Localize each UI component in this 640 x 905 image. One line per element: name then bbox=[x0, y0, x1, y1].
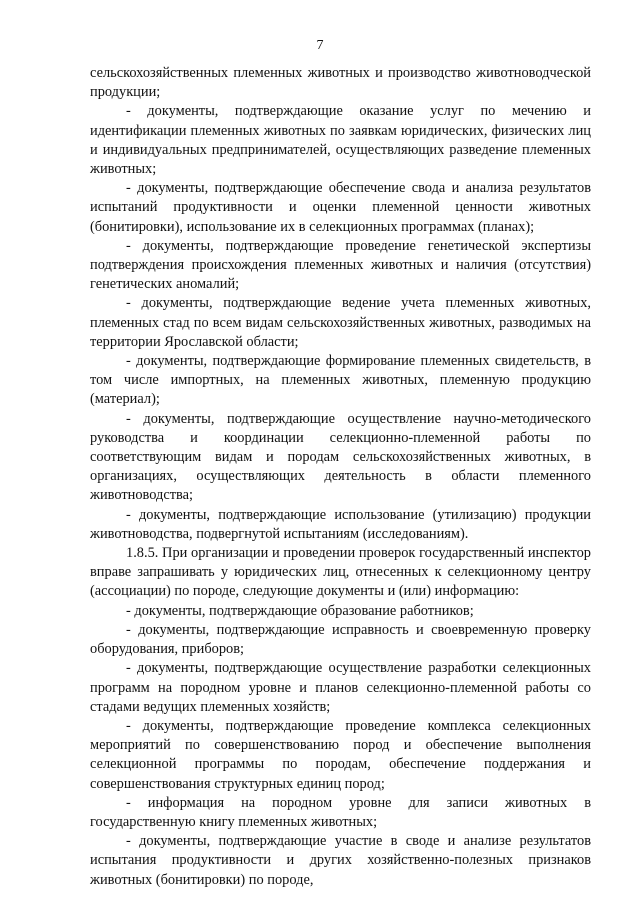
paragraph-10: - документы, подтверждающие образование работников; bbox=[126, 602, 474, 619]
paragraph-2: - документы, подтверждающие оказание услуг по мечению и идентификации племенных животных по заявкам юридических, физических лиц и индивидуальных предпринимателей, осуществляющих разведение племенных животных; bbox=[90, 103, 591, 178]
paragraph-7: - документы, подтверждающие осуществление научно-методического руководства и координации селекционно-племенной работы по соответствующим видам и породам сельскохозяйственных животных, в организациях, осуществляющих деятельность в области племенного животноводства; bbox=[90, 410, 591, 504]
paragraph-5: - документы, подтверждающие ведение учета племенных животных, племенных стад по всем видам сельскохозяйственных животных, разводимых на территории Ярославской области; bbox=[90, 295, 591, 350]
paragraph-11: - документы, подтверждающие исправность и своевременную проверку оборудования, приборов; bbox=[90, 621, 591, 658]
page-number: 7 bbox=[316, 38, 324, 53]
document-body bbox=[90, 64, 591, 890]
paragraph-8: - документы, подтверждающие использование (утилизацию) продукции животноводства, подвергнутой испытаниям (исследованиям). bbox=[90, 506, 591, 542]
paragraph-1: сельскохозяйственных племенных животных и производство животноводческой продукции; bbox=[90, 65, 591, 101]
paragraph-4: - документы, подтверждающие проведение генетической экспертизы подтверждения происхождения племенных животных и наличия (отсутствия) генетических аномалий; bbox=[90, 237, 591, 293]
paragraph-3: - документы, подтверждающие обеспечение свода и анализа результатов испытаний продуктивности и оценки племенной ценности животных (бонитировки), использование их в селекционных программах (планах); bbox=[90, 180, 591, 235]
paragraph-6: - документы, подтверждающие формирование племенных свидетельств, в том числе импортных, на племенных животных, племенную продукцию (материал); bbox=[90, 353, 591, 408]
section-1-8-5: 1.8.5. При организации и проведении проверок государственный инспектор вправе запрашивать у юридических лиц, отнесенных к селекционному центру (ассоциации) по породе, следующие документы и (или) информацию: bbox=[90, 545, 591, 600]
paragraph-13: - документы, подтверждающие проведение комплекса селекционных мероприятий по совершенствованию пород и обеспечение выполнения селекционной программы по породам, обеспечение поддержания и совершенствования структурных единиц пород; bbox=[90, 717, 591, 792]
paragraph-14: - информация на породном уровне для записи животных в государственную книгу племенных животных; bbox=[90, 794, 591, 830]
paragraph-12: - документы, подтверждающие осуществление разработки селекционных программ на породном уровне и планов селекционно-племенной работы со стадами ведущих племенных хозяйств; bbox=[90, 660, 591, 715]
paragraph-15: - документы, подтверждающие участие в своде и анализе результатов испытания продуктивности и других хозяйственно-полезных признаков животных (бонитировки) по породе, bbox=[90, 833, 591, 888]
